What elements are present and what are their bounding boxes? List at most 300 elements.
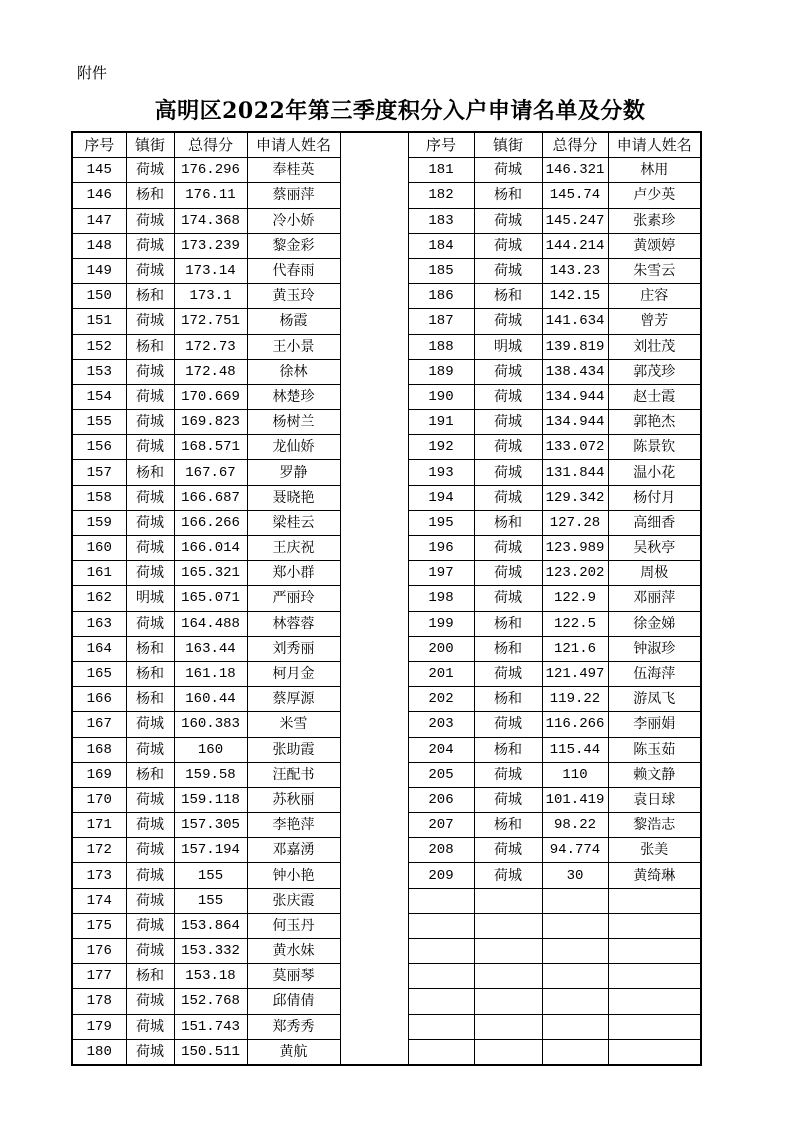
row-index: 189 — [408, 359, 474, 384]
row-town: 杨和 — [126, 964, 174, 989]
row-town: 荷城 — [126, 1039, 174, 1065]
column-gap — [340, 661, 408, 686]
row-score: 115.44 — [542, 737, 608, 762]
row-applicant-name — [608, 888, 701, 913]
table-row — [72, 410, 701, 435]
row-applicant-name: 游凤飞 — [608, 687, 701, 712]
row-index: 152 — [72, 334, 126, 359]
table-row — [72, 863, 701, 888]
row-town: 荷城 — [474, 460, 542, 485]
row-town: 荷城 — [474, 863, 542, 888]
row-town: 杨和 — [126, 762, 174, 787]
table-row — [72, 913, 701, 938]
row-town: 荷城 — [474, 208, 542, 233]
row-index: 192 — [408, 435, 474, 460]
table-header-row — [72, 132, 701, 158]
row-index: 163 — [72, 611, 126, 636]
row-applicant-name: 黄绮琳 — [608, 863, 701, 888]
row-town: 明城 — [474, 334, 542, 359]
row-applicant-name: 陈玉茹 — [608, 737, 701, 762]
row-score: 129.342 — [542, 485, 608, 510]
row-index: 171 — [72, 813, 126, 838]
row-index: 147 — [72, 208, 126, 233]
row-town: 杨和 — [126, 687, 174, 712]
row-score: 165.321 — [174, 561, 247, 586]
row-applicant-name: 聂晓艳 — [247, 485, 340, 510]
row-applicant-name: 林用 — [608, 158, 701, 183]
row-applicant-name: 徐林 — [247, 359, 340, 384]
row-town: 杨和 — [474, 183, 542, 208]
row-applicant-name: 罗静 — [247, 460, 340, 485]
row-town — [474, 888, 542, 913]
table-row — [72, 661, 701, 686]
row-score: 150.511 — [174, 1039, 247, 1065]
row-applicant-name: 严丽玲 — [247, 586, 340, 611]
row-index: 177 — [72, 964, 126, 989]
row-town: 杨和 — [126, 334, 174, 359]
row-score: 153.332 — [174, 939, 247, 964]
row-score: 160.44 — [174, 687, 247, 712]
column-gap — [340, 863, 408, 888]
row-applicant-name: 赵士霞 — [608, 384, 701, 409]
row-score: 172.73 — [174, 334, 247, 359]
row-applicant-name: 郭艳杰 — [608, 410, 701, 435]
row-index: 178 — [72, 989, 126, 1014]
row-score: 174.368 — [174, 208, 247, 233]
row-town — [474, 964, 542, 989]
document-title: 高明区2022年第三季度积分入户申请名单及分数 — [154, 98, 646, 124]
row-index: 151 — [72, 309, 126, 334]
row-applicant-name — [608, 964, 701, 989]
row-town: 杨和 — [474, 813, 542, 838]
row-town: 荷城 — [474, 435, 542, 460]
column-gap — [340, 485, 408, 510]
row-town: 荷城 — [126, 158, 174, 183]
row-applicant-name: 郑秀秀 — [247, 1014, 340, 1039]
row-index — [408, 964, 474, 989]
header-town: 镇街 — [474, 132, 542, 158]
column-gap — [340, 183, 408, 208]
row-applicant-name: 张素珍 — [608, 208, 701, 233]
table-row — [72, 384, 701, 409]
row-town: 荷城 — [474, 561, 542, 586]
row-index: 197 — [408, 561, 474, 586]
row-index: 180 — [72, 1039, 126, 1065]
row-town: 荷城 — [126, 939, 174, 964]
row-town — [474, 939, 542, 964]
row-index: 149 — [72, 258, 126, 283]
row-index: 190 — [408, 384, 474, 409]
row-score: 139.819 — [542, 334, 608, 359]
row-town: 荷城 — [474, 485, 542, 510]
row-applicant-name: 王庆祝 — [247, 536, 340, 561]
row-index: 199 — [408, 611, 474, 636]
row-town: 荷城 — [474, 661, 542, 686]
header-town: 镇街 — [126, 132, 174, 158]
row-score — [542, 964, 608, 989]
row-town: 荷城 — [474, 158, 542, 183]
column-gap — [340, 888, 408, 913]
table-row — [72, 183, 701, 208]
row-score: 172.751 — [174, 309, 247, 334]
row-score: 122.5 — [542, 611, 608, 636]
row-applicant-name: 钟小艳 — [247, 863, 340, 888]
attachment-label: 附件 — [77, 64, 108, 82]
header-name: 申请人姓名 — [247, 132, 340, 158]
row-index: 160 — [72, 536, 126, 561]
row-score: 119.22 — [542, 687, 608, 712]
row-index: 183 — [408, 208, 474, 233]
row-town: 杨和 — [126, 661, 174, 686]
row-applicant-name: 张助霞 — [247, 737, 340, 762]
column-gap — [340, 838, 408, 863]
row-score: 170.669 — [174, 384, 247, 409]
table-row — [72, 737, 701, 762]
table-row — [72, 712, 701, 737]
row-score: 146.321 — [542, 158, 608, 183]
row-applicant-name: 苏秋丽 — [247, 787, 340, 812]
table-row — [72, 258, 701, 283]
row-score: 143.23 — [542, 258, 608, 283]
column-gap — [340, 132, 408, 158]
row-applicant-name: 温小花 — [608, 460, 701, 485]
row-applicant-name: 陈景钦 — [608, 435, 701, 460]
row-index: 206 — [408, 787, 474, 812]
row-applicant-name: 黄水妹 — [247, 939, 340, 964]
row-index: 200 — [408, 636, 474, 661]
row-applicant-name: 刘秀丽 — [247, 636, 340, 661]
row-score: 145.247 — [542, 208, 608, 233]
row-index: 203 — [408, 712, 474, 737]
row-index — [408, 913, 474, 938]
row-index: 196 — [408, 536, 474, 561]
row-applicant-name: 庄容 — [608, 284, 701, 309]
row-town: 荷城 — [126, 435, 174, 460]
row-index: 153 — [72, 359, 126, 384]
row-town: 荷城 — [126, 813, 174, 838]
table-row — [72, 939, 701, 964]
row-score: 133.072 — [542, 435, 608, 460]
row-town: 荷城 — [126, 561, 174, 586]
column-gap — [340, 913, 408, 938]
row-score: 145.74 — [542, 183, 608, 208]
row-score: 176.11 — [174, 183, 247, 208]
table-row — [72, 460, 701, 485]
row-applicant-name: 邱倩倩 — [247, 989, 340, 1014]
row-index: 164 — [72, 636, 126, 661]
column-gap — [340, 989, 408, 1014]
table-row — [72, 334, 701, 359]
row-score: 101.419 — [542, 787, 608, 812]
table-row — [72, 636, 701, 661]
row-score: 159.58 — [174, 762, 247, 787]
row-index: 168 — [72, 737, 126, 762]
row-index: 150 — [72, 284, 126, 309]
row-score: 173.239 — [174, 233, 247, 258]
row-index: 157 — [72, 460, 126, 485]
row-town: 杨和 — [126, 636, 174, 661]
row-applicant-name — [608, 1039, 701, 1065]
row-index: 198 — [408, 586, 474, 611]
row-index: 204 — [408, 737, 474, 762]
row-index: 202 — [408, 687, 474, 712]
row-applicant-name: 王小景 — [247, 334, 340, 359]
row-town: 荷城 — [126, 485, 174, 510]
row-applicant-name: 张庆霞 — [247, 888, 340, 913]
row-index: 208 — [408, 838, 474, 863]
row-score: 122.9 — [542, 586, 608, 611]
row-index: 194 — [408, 485, 474, 510]
row-score: 127.28 — [542, 510, 608, 535]
row-town — [474, 1014, 542, 1039]
row-town: 荷城 — [126, 913, 174, 938]
row-applicant-name: 龙仙娇 — [247, 435, 340, 460]
row-score: 94.774 — [542, 838, 608, 863]
row-applicant-name: 何玉丹 — [247, 913, 340, 938]
row-score: 166.014 — [174, 536, 247, 561]
header-score: 总得分 — [542, 132, 608, 158]
row-applicant-name: 黎浩志 — [608, 813, 701, 838]
row-index: 154 — [72, 384, 126, 409]
row-town: 荷城 — [126, 536, 174, 561]
column-gap — [340, 636, 408, 661]
row-score: 123.202 — [542, 561, 608, 586]
row-town: 明城 — [126, 586, 174, 611]
column-gap — [340, 233, 408, 258]
row-town: 荷城 — [126, 208, 174, 233]
row-score: 98.22 — [542, 813, 608, 838]
table-row — [72, 888, 701, 913]
row-index: 207 — [408, 813, 474, 838]
row-score: 134.944 — [542, 410, 608, 435]
row-index: 191 — [408, 410, 474, 435]
row-town: 荷城 — [474, 712, 542, 737]
row-applicant-name — [608, 913, 701, 938]
row-applicant-name: 黄玉玲 — [247, 284, 340, 309]
row-index: 188 — [408, 334, 474, 359]
table-row — [72, 485, 701, 510]
row-applicant-name: 梁桂云 — [247, 510, 340, 535]
row-index — [408, 1039, 474, 1065]
column-gap — [340, 1039, 408, 1065]
row-score: 176.296 — [174, 158, 247, 183]
row-score: 142.15 — [542, 284, 608, 309]
row-index: 165 — [72, 661, 126, 686]
column-gap — [340, 284, 408, 309]
row-town: 杨和 — [474, 636, 542, 661]
row-index: 161 — [72, 561, 126, 586]
row-town: 杨和 — [126, 460, 174, 485]
column-gap — [340, 536, 408, 561]
row-town: 荷城 — [126, 384, 174, 409]
column-gap — [340, 939, 408, 964]
row-town: 荷城 — [126, 510, 174, 535]
row-town: 荷城 — [474, 762, 542, 787]
row-score: 123.989 — [542, 536, 608, 561]
row-town: 荷城 — [474, 787, 542, 812]
row-score: 163.44 — [174, 636, 247, 661]
row-applicant-name: 伍海萍 — [608, 661, 701, 686]
row-applicant-name: 蔡厚源 — [247, 687, 340, 712]
column-gap — [340, 561, 408, 586]
table-row — [72, 611, 701, 636]
applicant-score-table — [71, 131, 702, 1066]
row-town: 杨和 — [474, 737, 542, 762]
row-town: 荷城 — [126, 737, 174, 762]
table-row — [72, 1039, 701, 1065]
row-town: 荷城 — [126, 1014, 174, 1039]
table-row — [72, 435, 701, 460]
table-row — [72, 309, 701, 334]
row-applicant-name: 卢少英 — [608, 183, 701, 208]
row-index: 166 — [72, 687, 126, 712]
row-index: 170 — [72, 787, 126, 812]
table-row — [72, 586, 701, 611]
row-score: 116.266 — [542, 712, 608, 737]
row-index: 146 — [72, 183, 126, 208]
row-score: 144.214 — [542, 233, 608, 258]
row-score: 110 — [542, 762, 608, 787]
row-score: 141.634 — [542, 309, 608, 334]
column-gap — [340, 334, 408, 359]
row-index — [408, 1014, 474, 1039]
row-town: 荷城 — [126, 863, 174, 888]
row-index: 169 — [72, 762, 126, 787]
row-town: 荷城 — [474, 586, 542, 611]
row-score: 166.687 — [174, 485, 247, 510]
row-score — [542, 939, 608, 964]
row-applicant-name: 蔡丽萍 — [247, 183, 340, 208]
row-score: 155 — [174, 888, 247, 913]
row-applicant-name: 郭茂珍 — [608, 359, 701, 384]
column-gap — [340, 737, 408, 762]
row-applicant-name: 李丽娟 — [608, 712, 701, 737]
row-town: 荷城 — [126, 838, 174, 863]
column-gap — [340, 510, 408, 535]
row-index: 167 — [72, 712, 126, 737]
row-town: 杨和 — [126, 284, 174, 309]
row-applicant-name — [608, 989, 701, 1014]
row-applicant-name: 代春雨 — [247, 258, 340, 283]
row-score: 134.944 — [542, 384, 608, 409]
row-score: 121.497 — [542, 661, 608, 686]
table-row — [72, 687, 701, 712]
header-index: 序号 — [72, 132, 126, 158]
row-index: 201 — [408, 661, 474, 686]
row-town: 荷城 — [474, 838, 542, 863]
row-index: 205 — [408, 762, 474, 787]
row-applicant-name: 奉桂英 — [247, 158, 340, 183]
row-index: 172 — [72, 838, 126, 863]
row-score: 164.488 — [174, 611, 247, 636]
row-score: 153.864 — [174, 913, 247, 938]
row-applicant-name: 黎金彩 — [247, 233, 340, 258]
row-index: 159 — [72, 510, 126, 535]
column-gap — [340, 712, 408, 737]
column-gap — [340, 586, 408, 611]
row-score: 138.434 — [542, 359, 608, 384]
row-applicant-name: 郑小群 — [247, 561, 340, 586]
row-index: 209 — [408, 863, 474, 888]
row-town — [474, 913, 542, 938]
row-score: 121.6 — [542, 636, 608, 661]
column-gap — [340, 1014, 408, 1039]
row-applicant-name: 邓丽萍 — [608, 586, 701, 611]
row-town: 荷城 — [126, 712, 174, 737]
row-applicant-name: 李艳萍 — [247, 813, 340, 838]
header-index: 序号 — [408, 132, 474, 158]
column-gap — [340, 309, 408, 334]
row-score — [542, 888, 608, 913]
row-score: 161.18 — [174, 661, 247, 686]
row-score — [542, 1014, 608, 1039]
row-index: 195 — [408, 510, 474, 535]
row-index: 155 — [72, 410, 126, 435]
row-applicant-name: 曾芳 — [608, 309, 701, 334]
row-applicant-name: 吴秋亭 — [608, 536, 701, 561]
table-row — [72, 359, 701, 384]
row-town: 荷城 — [474, 410, 542, 435]
row-score: 157.194 — [174, 838, 247, 863]
column-gap — [340, 435, 408, 460]
row-applicant-name — [608, 1014, 701, 1039]
table-row — [72, 964, 701, 989]
table-row — [72, 561, 701, 586]
row-applicant-name: 张美 — [608, 838, 701, 863]
table-row — [72, 510, 701, 535]
row-town: 荷城 — [126, 787, 174, 812]
row-index: 182 — [408, 183, 474, 208]
row-applicant-name: 黄航 — [247, 1039, 340, 1065]
column-gap — [340, 384, 408, 409]
table-row — [72, 158, 701, 183]
table-row — [72, 1014, 701, 1039]
header-score: 总得分 — [174, 132, 247, 158]
row-index: 181 — [408, 158, 474, 183]
row-town — [474, 1039, 542, 1065]
row-index: 184 — [408, 233, 474, 258]
column-gap — [340, 460, 408, 485]
row-score: 131.844 — [542, 460, 608, 485]
row-applicant-name: 黄颂婷 — [608, 233, 701, 258]
column-gap — [340, 964, 408, 989]
row-town: 荷城 — [474, 233, 542, 258]
row-applicant-name: 袁日球 — [608, 787, 701, 812]
table-row — [72, 284, 701, 309]
column-gap — [340, 611, 408, 636]
row-town: 杨和 — [474, 687, 542, 712]
row-index: 148 — [72, 233, 126, 258]
row-score: 160 — [174, 737, 247, 762]
row-applicant-name: 钟淑珍 — [608, 636, 701, 661]
row-index: 162 — [72, 586, 126, 611]
table-row — [72, 233, 701, 258]
row-index: 174 — [72, 888, 126, 913]
row-score — [542, 989, 608, 1014]
row-applicant-name — [608, 939, 701, 964]
row-applicant-name: 杨霞 — [247, 309, 340, 334]
row-score: 173.1 — [174, 284, 247, 309]
row-town: 荷城 — [126, 989, 174, 1014]
row-score — [542, 913, 608, 938]
row-score: 153.18 — [174, 964, 247, 989]
row-town: 荷城 — [126, 233, 174, 258]
row-index: 187 — [408, 309, 474, 334]
table-row — [72, 536, 701, 561]
row-applicant-name: 朱雪云 — [608, 258, 701, 283]
row-applicant-name: 刘壮茂 — [608, 334, 701, 359]
row-index — [408, 888, 474, 913]
